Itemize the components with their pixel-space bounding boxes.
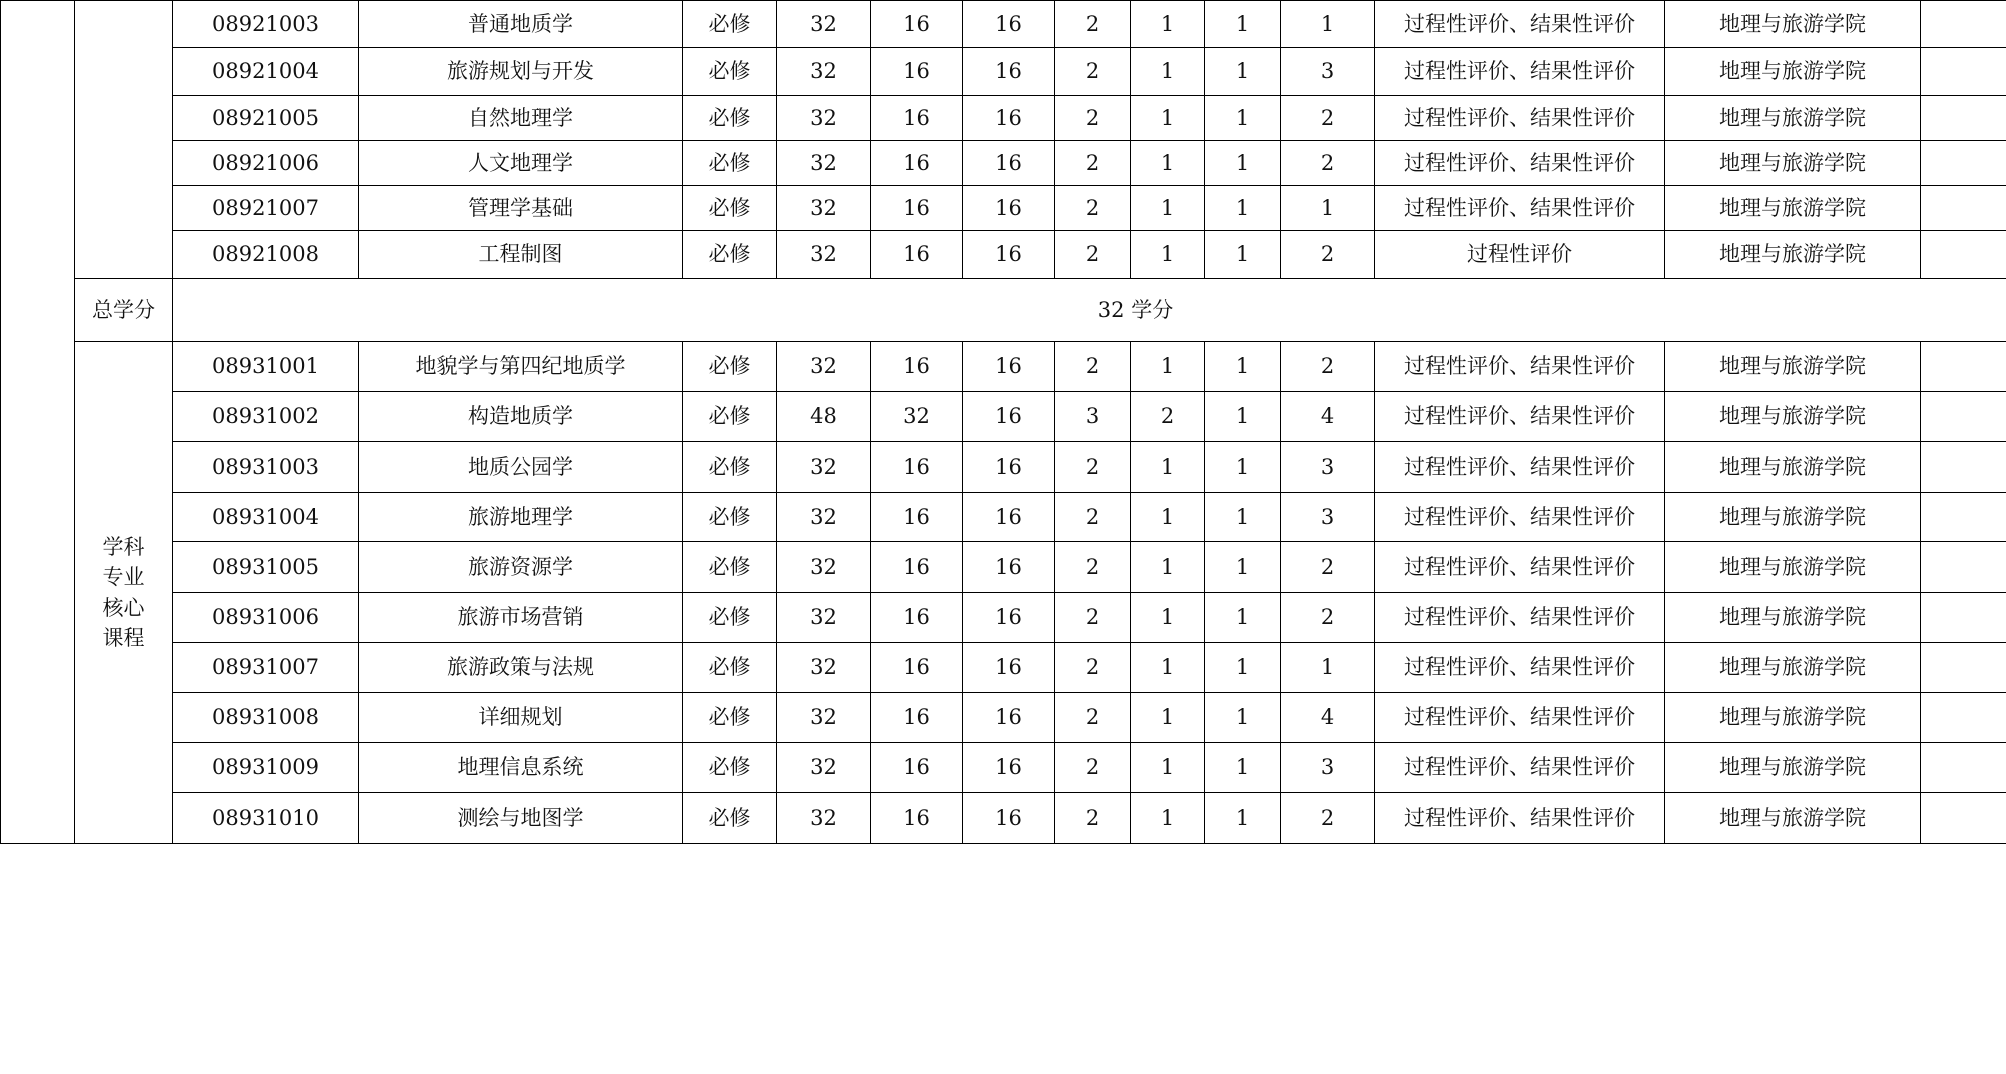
semester-cell: 3	[1281, 442, 1375, 493]
department-cell: 地理与旅游学院	[1665, 693, 1921, 743]
total-credits-row	[1, 279, 2006, 342]
practice-hours-cell: 16	[963, 141, 1055, 186]
note-cell	[1921, 231, 2006, 279]
semester-cell: 3	[1281, 743, 1375, 793]
assessment-cell: 过程性评价、结果性评价	[1375, 48, 1665, 96]
department-cell: 地理与旅游学院	[1665, 442, 1921, 493]
theory-hours-cell: 16	[871, 1, 963, 48]
assessment-cell: 过程性评价、结果性评价	[1375, 392, 1665, 442]
note-cell	[1921, 141, 2006, 186]
semester-cell: 4	[1281, 392, 1375, 442]
total-hours-cell: 32	[777, 231, 871, 279]
practice-credits-cell: 1	[1205, 1, 1281, 48]
theory-hours-cell: 16	[871, 743, 963, 793]
theory-credits-cell: 1	[1131, 231, 1205, 279]
total-hours-cell: 32	[777, 342, 871, 392]
note-cell	[1921, 1, 2006, 48]
course-name-cell: 旅游规划与开发	[359, 48, 683, 96]
table-row	[1, 693, 2006, 743]
table-row	[1, 542, 2006, 593]
total-hours-cell: 32	[777, 493, 871, 542]
theory-credits-cell: 1	[1131, 643, 1205, 693]
department-cell: 地理与旅游学院	[1665, 493, 1921, 542]
theory-hours-cell: 16	[871, 542, 963, 593]
practice-credits-cell: 1	[1205, 693, 1281, 743]
theory-credits-cell: 1	[1131, 793, 1205, 844]
note-cell	[1921, 342, 2006, 392]
theory-credits-cell: 2	[1131, 392, 1205, 442]
theory-hours-cell: 16	[871, 186, 963, 231]
credits-cell: 3	[1055, 392, 1131, 442]
course-code-cell: 08931006	[173, 593, 359, 643]
course-name-cell: 人文地理学	[359, 141, 683, 186]
theory-credits-cell: 1	[1131, 48, 1205, 96]
section-label-cell	[75, 342, 173, 844]
course-type-cell: 必修	[683, 96, 777, 141]
semester-cell: 1	[1281, 1, 1375, 48]
practice-hours-cell: 16	[963, 493, 1055, 542]
course-name-cell: 旅游地理学	[359, 493, 683, 542]
practice-hours-cell: 16	[963, 48, 1055, 96]
practice-hours-cell: 16	[963, 693, 1055, 743]
table-row	[1, 342, 2006, 392]
theory-credits-cell: 1	[1131, 593, 1205, 643]
theory-hours-cell: 16	[871, 141, 963, 186]
assessment-cell: 过程性评价、结果性评价	[1375, 793, 1665, 844]
course-code-cell: 08931007	[173, 643, 359, 693]
theory-credits-cell: 1	[1131, 542, 1205, 593]
semester-cell: 1	[1281, 186, 1375, 231]
course-name-cell: 自然地理学	[359, 96, 683, 141]
course-type-cell: 必修	[683, 793, 777, 844]
semester-cell: 2	[1281, 96, 1375, 141]
semester-cell: 4	[1281, 693, 1375, 743]
department-cell: 地理与旅游学院	[1665, 96, 1921, 141]
practice-hours-cell: 16	[963, 743, 1055, 793]
department-cell: 地理与旅游学院	[1665, 141, 1921, 186]
practice-credits-cell: 1	[1205, 743, 1281, 793]
section-label-line: 核心	[102, 595, 145, 620]
credits-cell: 2	[1055, 593, 1131, 643]
total-hours-cell: 32	[777, 141, 871, 186]
assessment-cell: 过程性评价、结果性评价	[1375, 493, 1665, 542]
assessment-cell: 过程性评价、结果性评价	[1375, 141, 1665, 186]
assessment-cell: 过程性评价、结果性评价	[1375, 693, 1665, 743]
course-type-cell: 必修	[683, 693, 777, 743]
credits-cell: 2	[1055, 96, 1131, 141]
course-name-cell: 旅游市场营销	[359, 593, 683, 643]
theory-credits-cell: 1	[1131, 141, 1205, 186]
department-cell: 地理与旅游学院	[1665, 643, 1921, 693]
practice-hours-cell: 16	[963, 186, 1055, 231]
note-cell	[1921, 186, 2006, 231]
course-code-cell: 08931005	[173, 542, 359, 593]
practice-hours-cell: 16	[963, 231, 1055, 279]
course-type-cell: 必修	[683, 643, 777, 693]
practice-hours-cell: 16	[963, 96, 1055, 141]
theory-credits-cell: 1	[1131, 493, 1205, 542]
course-type-cell: 必修	[683, 593, 777, 643]
course-type-cell: 必修	[683, 186, 777, 231]
outer-category-cell	[1, 1, 75, 844]
total-hours-cell: 32	[777, 643, 871, 693]
practice-hours-cell: 16	[963, 643, 1055, 693]
theory-credits-cell: 1	[1131, 1, 1205, 48]
theory-credits-cell: 1	[1131, 693, 1205, 743]
theory-credits-cell: 1	[1131, 442, 1205, 493]
table-row	[1, 231, 2006, 279]
theory-hours-cell: 16	[871, 793, 963, 844]
practice-credits-cell: 1	[1205, 186, 1281, 231]
course-code-cell: 08931009	[173, 743, 359, 793]
note-cell	[1921, 643, 2006, 693]
course-type-cell: 必修	[683, 342, 777, 392]
table-row	[1, 141, 2006, 186]
course-type-cell: 必修	[683, 442, 777, 493]
table-row	[1, 493, 2006, 542]
course-code-cell: 08931008	[173, 693, 359, 743]
table-row	[1, 643, 2006, 693]
credits-cell: 2	[1055, 186, 1131, 231]
assessment-cell: 过程性评价、结果性评价	[1375, 593, 1665, 643]
course-type-cell: 必修	[683, 493, 777, 542]
note-cell	[1921, 392, 2006, 442]
course-name-cell: 工程制图	[359, 231, 683, 279]
table-row	[1, 593, 2006, 643]
section-label-text	[99, 532, 149, 654]
department-cell: 地理与旅游学院	[1665, 743, 1921, 793]
practice-credits-cell: 1	[1205, 141, 1281, 186]
theory-credits-cell: 1	[1131, 342, 1205, 392]
semester-cell: 2	[1281, 231, 1375, 279]
theory-hours-cell: 16	[871, 643, 963, 693]
semester-cell: 2	[1281, 342, 1375, 392]
credits-cell: 2	[1055, 1, 1131, 48]
section-label-cell	[75, 1, 173, 279]
section-label-line: 课程	[102, 625, 145, 650]
theory-hours-cell: 16	[871, 231, 963, 279]
course-name-cell: 地质公园学	[359, 442, 683, 493]
practice-credits-cell: 1	[1205, 593, 1281, 643]
total-hours-cell: 32	[777, 442, 871, 493]
department-cell: 地理与旅游学院	[1665, 342, 1921, 392]
note-cell	[1921, 493, 2006, 542]
semester-cell: 2	[1281, 793, 1375, 844]
theory-credits-cell: 1	[1131, 743, 1205, 793]
course-code-cell: 08921008	[173, 231, 359, 279]
practice-credits-cell: 1	[1205, 793, 1281, 844]
credits-cell: 2	[1055, 48, 1131, 96]
assessment-cell: 过程性评价、结果性评价	[1375, 542, 1665, 593]
semester-cell: 2	[1281, 542, 1375, 593]
semester-cell: 2	[1281, 141, 1375, 186]
semester-cell: 1	[1281, 643, 1375, 693]
department-cell: 地理与旅游学院	[1665, 593, 1921, 643]
table-row	[1, 186, 2006, 231]
note-cell	[1921, 793, 2006, 844]
semester-cell: 3	[1281, 48, 1375, 96]
course-type-cell: 必修	[683, 231, 777, 279]
course-name-cell: 旅游资源学	[359, 542, 683, 593]
note-cell	[1921, 593, 2006, 643]
department-cell: 地理与旅游学院	[1665, 186, 1921, 231]
credits-cell: 2	[1055, 231, 1131, 279]
total-credits-value: 32 学分	[173, 279, 2006, 342]
practice-hours-cell: 16	[963, 342, 1055, 392]
practice-credits-cell: 1	[1205, 493, 1281, 542]
credits-cell: 2	[1055, 141, 1131, 186]
course-code-cell: 08931001	[173, 342, 359, 392]
section-label-line: 专业	[102, 565, 145, 590]
total-hours-cell: 32	[777, 793, 871, 844]
total-credits-label: 总学分	[75, 279, 173, 342]
course-code-cell: 08931004	[173, 493, 359, 542]
assessment-cell: 过程性评价、结果性评价	[1375, 96, 1665, 141]
course-type-cell: 必修	[683, 48, 777, 96]
department-cell: 地理与旅游学院	[1665, 1, 1921, 48]
total-hours-cell: 32	[777, 693, 871, 743]
course-name-cell: 普通地质学	[359, 1, 683, 48]
note-cell	[1921, 48, 2006, 96]
table-row	[1, 793, 2006, 844]
course-name-cell: 管理学基础	[359, 186, 683, 231]
assessment-cell: 过程性评价、结果性评价	[1375, 186, 1665, 231]
course-type-cell: 必修	[683, 542, 777, 593]
credits-cell: 2	[1055, 693, 1131, 743]
practice-credits-cell: 1	[1205, 48, 1281, 96]
practice-credits-cell: 1	[1205, 442, 1281, 493]
theory-credits-cell: 1	[1131, 186, 1205, 231]
theory-hours-cell: 16	[871, 442, 963, 493]
practice-hours-cell: 16	[963, 793, 1055, 844]
theory-hours-cell: 32	[871, 392, 963, 442]
course-type-cell: 必修	[683, 743, 777, 793]
table-row	[1, 392, 2006, 442]
course-code-cell: 08921003	[173, 1, 359, 48]
section-label-line: 学科	[102, 534, 145, 559]
table-row	[1, 442, 2006, 493]
note-cell	[1921, 743, 2006, 793]
course-name-cell: 地貌学与第四纪地质学	[359, 342, 683, 392]
credits-cell: 2	[1055, 743, 1131, 793]
practice-credits-cell: 1	[1205, 643, 1281, 693]
assessment-cell: 过程性评价、结果性评价	[1375, 743, 1665, 793]
total-hours-cell: 32	[777, 186, 871, 231]
department-cell: 地理与旅游学院	[1665, 231, 1921, 279]
course-name-cell: 测绘与地图学	[359, 793, 683, 844]
credits-cell: 2	[1055, 793, 1131, 844]
credits-cell: 2	[1055, 442, 1131, 493]
department-cell: 地理与旅游学院	[1665, 793, 1921, 844]
total-hours-cell: 32	[777, 1, 871, 48]
note-cell	[1921, 442, 2006, 493]
course-code-cell: 08921004	[173, 48, 359, 96]
note-cell	[1921, 96, 2006, 141]
practice-hours-cell: 16	[963, 1, 1055, 48]
course-type-cell: 必修	[683, 1, 777, 48]
practice-credits-cell: 1	[1205, 231, 1281, 279]
practice-credits-cell: 1	[1205, 542, 1281, 593]
total-hours-cell: 32	[777, 743, 871, 793]
course-type-cell: 必修	[683, 141, 777, 186]
total-hours-cell: 32	[777, 593, 871, 643]
practice-credits-cell: 1	[1205, 392, 1281, 442]
note-cell	[1921, 542, 2006, 593]
course-code-cell: 08921007	[173, 186, 359, 231]
table-row	[1, 96, 2006, 141]
course-code-cell: 08921006	[173, 141, 359, 186]
theory-hours-cell: 16	[871, 693, 963, 743]
semester-cell: 3	[1281, 493, 1375, 542]
total-hours-cell: 32	[777, 96, 871, 141]
department-cell: 地理与旅游学院	[1665, 392, 1921, 442]
practice-credits-cell: 1	[1205, 96, 1281, 141]
theory-hours-cell: 16	[871, 493, 963, 542]
course-code-cell: 08921005	[173, 96, 359, 141]
total-hours-cell: 48	[777, 392, 871, 442]
assessment-cell: 过程性评价、结果性评价	[1375, 1, 1665, 48]
note-cell	[1921, 693, 2006, 743]
practice-hours-cell: 16	[963, 392, 1055, 442]
course-code-cell: 08931003	[173, 442, 359, 493]
course-name-cell: 旅游政策与法规	[359, 643, 683, 693]
course-type-cell: 必修	[683, 392, 777, 442]
table-row	[1, 1, 2006, 48]
practice-hours-cell: 16	[963, 542, 1055, 593]
credits-cell: 2	[1055, 542, 1131, 593]
assessment-cell: 过程性评价、结果性评价	[1375, 342, 1665, 392]
theory-hours-cell: 16	[871, 48, 963, 96]
course-name-cell: 详细规划	[359, 693, 683, 743]
credits-cell: 2	[1055, 643, 1131, 693]
course-code-cell: 08931010	[173, 793, 359, 844]
assessment-cell: 过程性评价	[1375, 231, 1665, 279]
course-name-cell: 地理信息系统	[359, 743, 683, 793]
credits-cell: 2	[1055, 342, 1131, 392]
practice-hours-cell: 16	[963, 442, 1055, 493]
total-hours-cell: 32	[777, 542, 871, 593]
total-hours-cell: 32	[777, 48, 871, 96]
practice-hours-cell: 16	[963, 593, 1055, 643]
department-cell: 地理与旅游学院	[1665, 542, 1921, 593]
practice-credits-cell: 1	[1205, 342, 1281, 392]
assessment-cell: 过程性评价、结果性评价	[1375, 442, 1665, 493]
assessment-cell: 过程性评价、结果性评价	[1375, 643, 1665, 693]
course-code-cell: 08931002	[173, 392, 359, 442]
credits-cell: 2	[1055, 493, 1131, 542]
department-cell: 地理与旅游学院	[1665, 48, 1921, 96]
theory-hours-cell: 16	[871, 342, 963, 392]
course-name-cell: 构造地质学	[359, 392, 683, 442]
table-row	[1, 48, 2006, 96]
theory-credits-cell: 1	[1131, 96, 1205, 141]
theory-hours-cell: 16	[871, 96, 963, 141]
semester-cell: 2	[1281, 593, 1375, 643]
theory-hours-cell: 16	[871, 593, 963, 643]
table-row	[1, 743, 2006, 793]
